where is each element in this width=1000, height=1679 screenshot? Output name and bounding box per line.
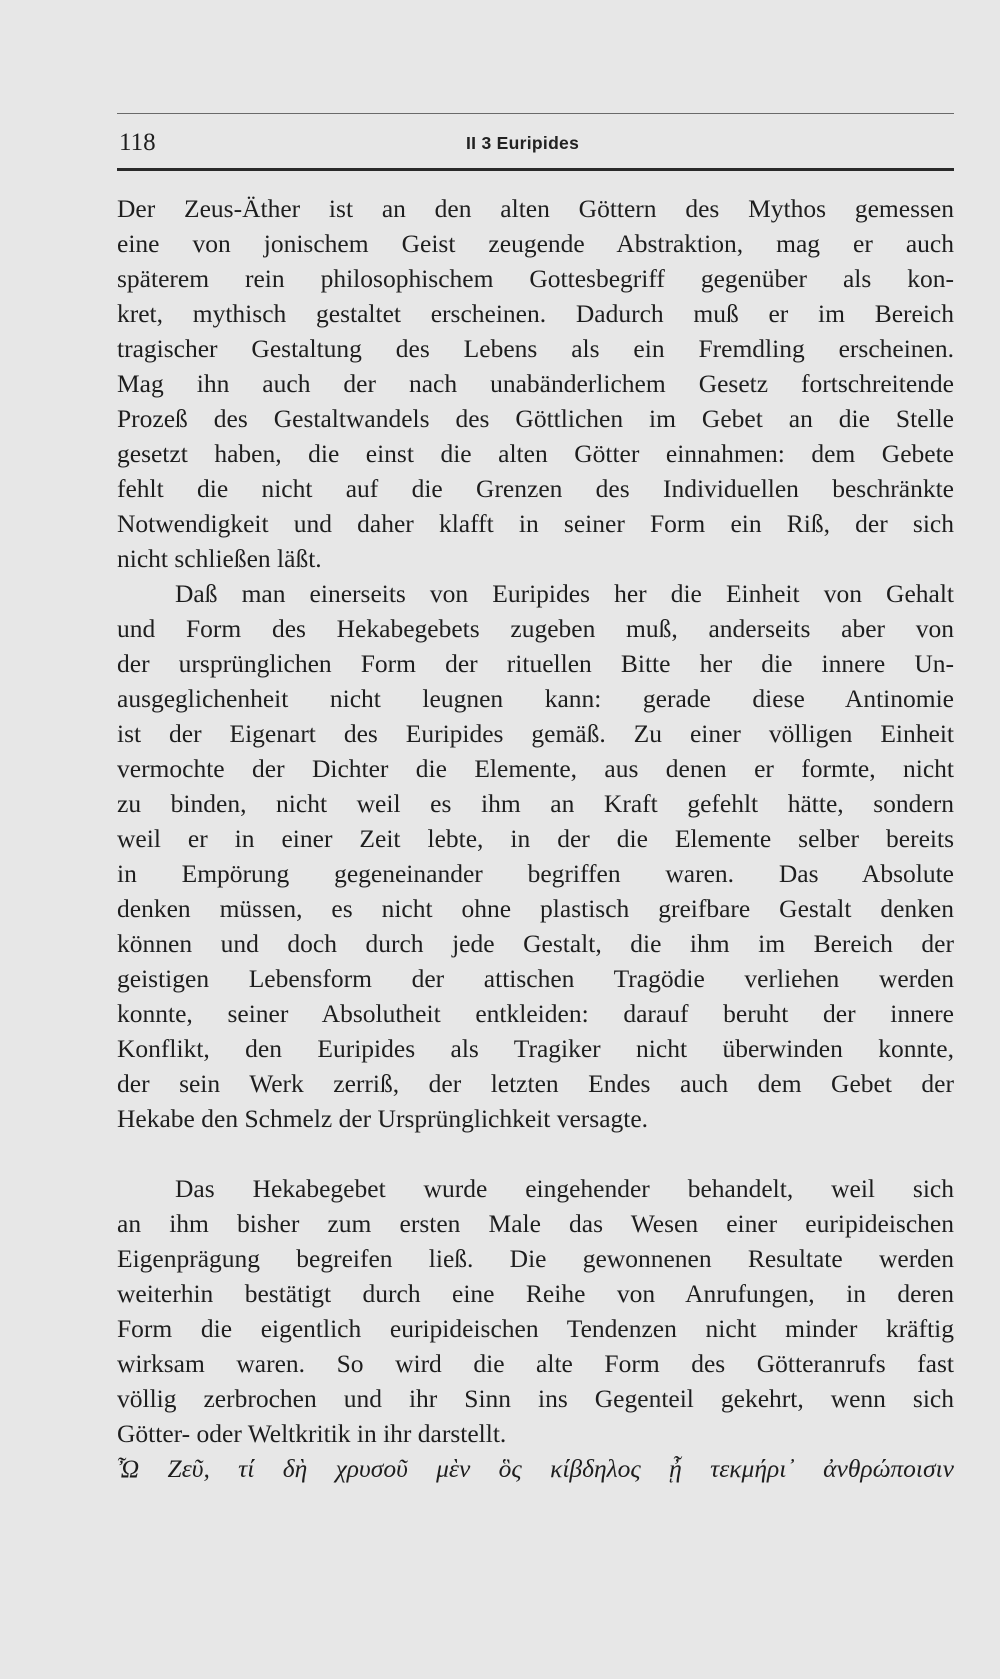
text-line: gesetzt haben, die einst die alten Götter einnahmen: dem Gebete <box>117 439 954 468</box>
running-title: II 3 Euripides <box>466 133 580 153</box>
text-line: Prozeß des Gestaltwandels des Göttlichen im Gebet an die Stelle <box>117 404 954 433</box>
text-line: in Empörung gegeneinander begriffen waren. Das Absolute <box>117 859 954 888</box>
body-text <box>117 191 954 1486</box>
text-line: Das Hekabegebet wurde eingehender behandelt, weil sich <box>175 1174 954 1203</box>
text-line: Der Zeus-Äther ist an den alten Göttern des Mythos gemessen <box>117 194 954 223</box>
text-line: vermochte der Dichter die Elemente, aus denen er formte, nicht <box>117 754 954 783</box>
text-line: können und doch durch jede Gestalt, die ihm im Bereich der <box>117 929 954 958</box>
text-line: geistigen Lebensform der attischen Tragödie verliehen werden <box>117 964 954 993</box>
paragraph-gap <box>117 1136 954 1171</box>
text-line: Eigenprägung begreifen ließ. Die gewonnenen Resultate werden <box>117 1244 954 1273</box>
text-line: Daß man einerseits von Euripides her die Einheit von Gehalt <box>175 579 954 608</box>
text-line: der ursprünglichen Form der rituellen Bitte her die innere Un- <box>117 649 954 678</box>
top-rule <box>117 113 954 114</box>
text-line: an ihm bisher zum ersten Male das Wesen einer euripideischen <box>117 1209 954 1238</box>
text-line: Mag ihn auch der nach unabänderlichem Gesetz fortschreitende <box>117 369 954 398</box>
text-line: nicht schließen läßt. <box>117 544 322 573</box>
text-line: weil er in einer Zeit lebte, in der die Elemente selber bereits <box>117 824 954 853</box>
text-line: Hekabe den Schmelz der Ursprünglichkeit versagte. <box>117 1104 649 1133</box>
text-line: Notwendigkeit und daher klafft in seiner Form ein Riß, der sich <box>117 509 954 538</box>
text-line: völlig zerbrochen und ihr Sinn ins Gegenteil gekehrt, wenn sich <box>117 1384 954 1413</box>
page-number: 118 <box>119 129 156 156</box>
text-line: und Form des Hekabegebets zugeben muß, anderseits aber von <box>117 614 954 643</box>
text-line: Konflikt, den Euripides als Tragiker nicht überwinden konnte, <box>117 1034 954 1063</box>
header-rule <box>117 168 954 171</box>
text-line: tragischer Gestaltung des Lebens als ein Fremdling erscheinen. <box>117 334 954 363</box>
text-line: Form die eigentlich euripideischen Tendenzen nicht minder kräftig <box>117 1314 954 1343</box>
text-line: konnte, seiner Absolutheit entkleiden: darauf beruht der innere <box>117 999 954 1028</box>
text-line: kret, mythisch gestaltet erscheinen. Dadurch muß er im Bereich <box>117 299 954 328</box>
text-line: eine von jonischem Geist zeugende Abstraktion, mag er auch <box>117 229 954 258</box>
text-line: der sein Werk zerriß, der letzten Endes auch dem Gebet der <box>117 1069 954 1098</box>
greek-quotation-line: Ὦ Ζεῦ, τί δὴ χρυσοῦ μὲν ὃς κίβδηλος ᾖ τεκμήρι᾽ ἀνθρώποισιν <box>117 1454 954 1483</box>
text-line: fehlt die nicht auf die Grenzen des Individuellen beschränkte <box>117 474 954 503</box>
text-line: Götter- oder Weltkritik in ihr darstellt. <box>117 1419 507 1448</box>
text-line: wirksam waren. So wird die alte Form des Götteranrufs fast <box>117 1349 954 1378</box>
text-line: denken müssen, es nicht ohne plastisch greifbare Gestalt denken <box>117 894 954 923</box>
text-line: zu binden, nicht weil es ihm an Kraft gefehlt hätte, sondern <box>117 789 954 818</box>
text-line: ausgeglichenheit nicht leugnen kann: gerade diese Antinomie <box>117 684 954 713</box>
text-line: weiterhin bestätigt durch eine Reihe von Anrufungen, in deren <box>117 1279 954 1308</box>
text-line: späterem rein philosophischem Gottesbegriff gegenüber als kon- <box>117 264 954 293</box>
text-line: ist der Eigenart des Euripides gemäß. Zu einer völligen Einheit <box>117 719 954 748</box>
